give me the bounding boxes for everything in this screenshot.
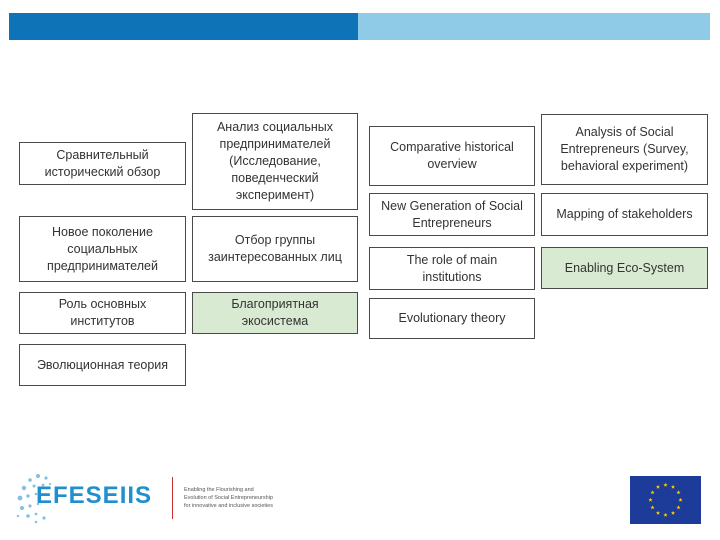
box-label: Новое поколение социальных предпринимателей (47, 224, 158, 273)
logo-tagline-line: Evolution of Social Entrepreneurship (184, 495, 273, 501)
header-bar-dark (9, 13, 358, 40)
box-en-entrepreneurs-analysis (541, 114, 708, 185)
box-label: Отбор группы заинтересованных лиц (208, 233, 342, 264)
box-label: Эволюционная теория (36, 357, 169, 372)
box-label: Evolutionary theory (398, 311, 506, 325)
logo-divider (172, 477, 173, 519)
box-en-stakeholders (541, 193, 708, 236)
logo-tagline-line: Enabling the Flourishing and (184, 487, 254, 493)
box-en-new-generation (369, 193, 535, 236)
logo-wordmark: EFESEIIS (36, 482, 153, 509)
box-label: Роль основных институтов (58, 297, 147, 328)
box-label: New Generation of Social Entrepreneurs (381, 198, 523, 230)
box-ru-stakeholders (192, 216, 358, 282)
box-ru-eco-system (192, 292, 358, 334)
box-label: Comparative historical overview (390, 140, 514, 171)
box-en-eco-system (541, 247, 708, 289)
box-en-evolutionary-theory (369, 298, 535, 339)
box-ru-main-institutions (19, 292, 186, 334)
box-label: Благоприятная экосистема (231, 297, 319, 328)
logo-tagline-line: for innovative and inclusive societies (184, 503, 273, 509)
box-label: Enabling Eco-System (564, 260, 685, 275)
box-en-historical-overview (369, 126, 535, 186)
box-label: Сравнительный исторический обзор (44, 147, 161, 179)
logo-tagline (184, 486, 294, 510)
header-bar-light (358, 13, 710, 40)
box-label: Mapping of stakeholders (556, 207, 693, 221)
box-label: Анализ социальных предпринимателей (Исследование, поведенческий эксперимент) (216, 120, 334, 202)
box-label: Analysis of Social Entrepreneurs (Survey, behavioral experiment) (560, 125, 689, 173)
box-ru-historical-overview (19, 142, 186, 185)
box-ru-entrepreneurs-analysis (192, 113, 358, 210)
box-en-main-institutions (369, 247, 535, 290)
box-ru-evolutionary-theory (19, 344, 186, 386)
box-ru-new-generation (19, 216, 186, 282)
eu-flag-icon (630, 476, 701, 524)
box-label: The role of main institutions (406, 252, 498, 284)
